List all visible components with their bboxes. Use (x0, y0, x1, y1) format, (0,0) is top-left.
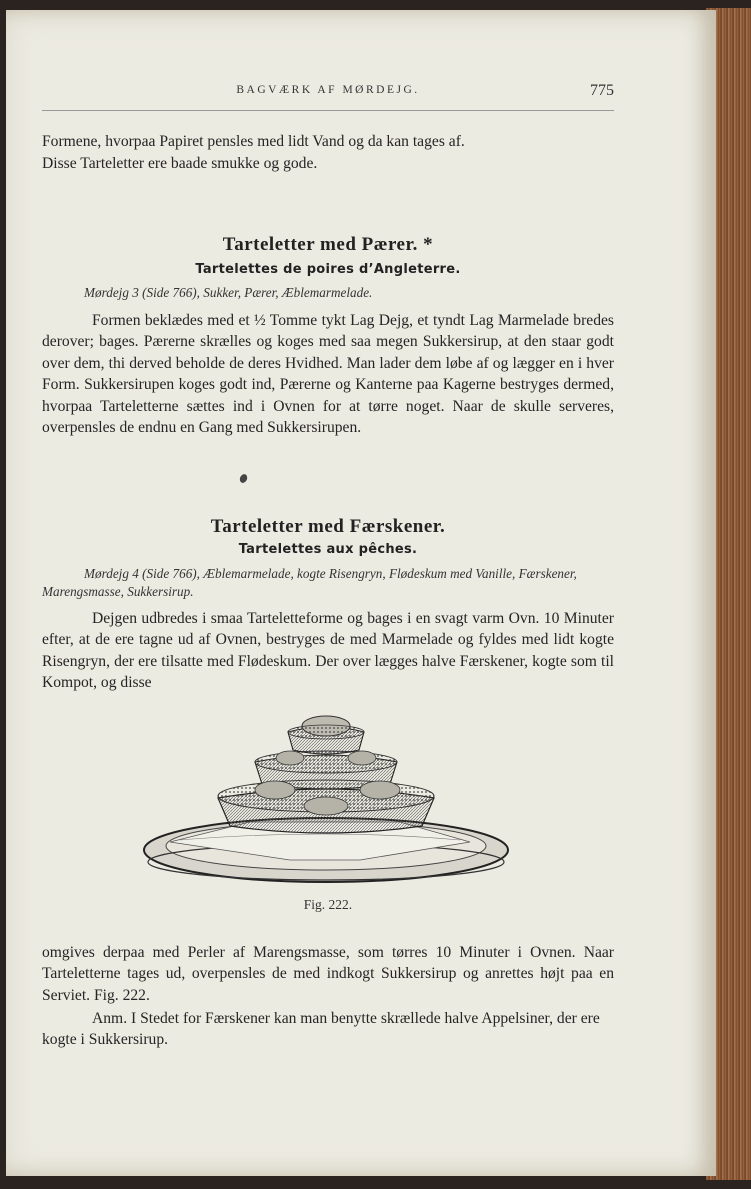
recipe-2-body: Dejgen udbredes i smaa Tarteletteforme og bages i en svagt varm Ovn. 10 Minuter efter, at de ere tagne ud af Ovnen, bestryges de med Marmelade og fyldes med lidt kogte Risengryn, der ere tilsatte med Flødeskum. Der over lægges halve Færskener, kogte som til Kompot, og disse (42, 610, 614, 692)
recipe-2-title: Tarteletter med Færskener. (210, 516, 446, 537)
intro-line-2: Disse Tarteletter ere baade smukke og gode. (42, 155, 318, 172)
intro-line-1: Formene, hvorpaa Papiret pensles med lidt Vand og da kan tages af. (42, 133, 465, 150)
recipe-1-title: Tarteletter med Pærer. * (222, 234, 434, 255)
running-title: BAGVÆRK AF MØRDEJG. (236, 84, 420, 96)
recipe-1-ingredients: Mørdejg 3 (Side 766), Sukker, Pærer, Æblemarmelade. (84, 285, 373, 300)
recipe-2-subtitle: Tartelettes aux pêches. (238, 542, 418, 557)
recipe-2-body-continued: omgives derpaa med Perler af Marengsmasse, som tørres 10 Minuter i Ovnen. Naar Tarteletterne tages ud, overpensles de med indkogt Sukkersirup og anrettes højt paa en Serviet. Fig. 222. (42, 944, 614, 1004)
recipe-1-body: Formen beklædes med et ½ Tomme tykt Lag Dejg, et tyndt Lag Marmelade bredes derover; bages. Pærerne skrælles og koges med saa megen Sukkersirup, at den staar godt over dem, thi derved beholde de deres Hvidhed. Man lader dem løbe af og lægger en i hver Form. Sukkersirupen koges godt ind, Pærerne og Kanterne paa Kagerne bestryges dermed, hvorpaa Tarteletterne sættes ind i Ovnen for at tørre noget. Naar de skulle serveres, overpensles de endnu en Gang med Sukkersirupen. (42, 312, 614, 437)
tartelette-illustration (140, 710, 512, 890)
figure-caption: Fig. 222. (303, 897, 353, 912)
page-header (42, 82, 614, 108)
header-rule (42, 110, 614, 111)
recipe-1-subtitle: Tartelettes de poires d’Angleterre. (195, 262, 461, 277)
page-number: 775 (590, 82, 614, 99)
recipe-2-note: Anm. I Stedet for Færskener kan man benytte skrællede halve Appelsiner, der ere kogte i Sukkersirup. (42, 1010, 600, 1049)
recipe-2-ingredients: Mørdejg 4 (Side 766), Æblemarmelade, kogte Risengryn, Flødeskum med Vanille, Færskener, Marengsmasse, Sukkersirup. (42, 566, 577, 599)
